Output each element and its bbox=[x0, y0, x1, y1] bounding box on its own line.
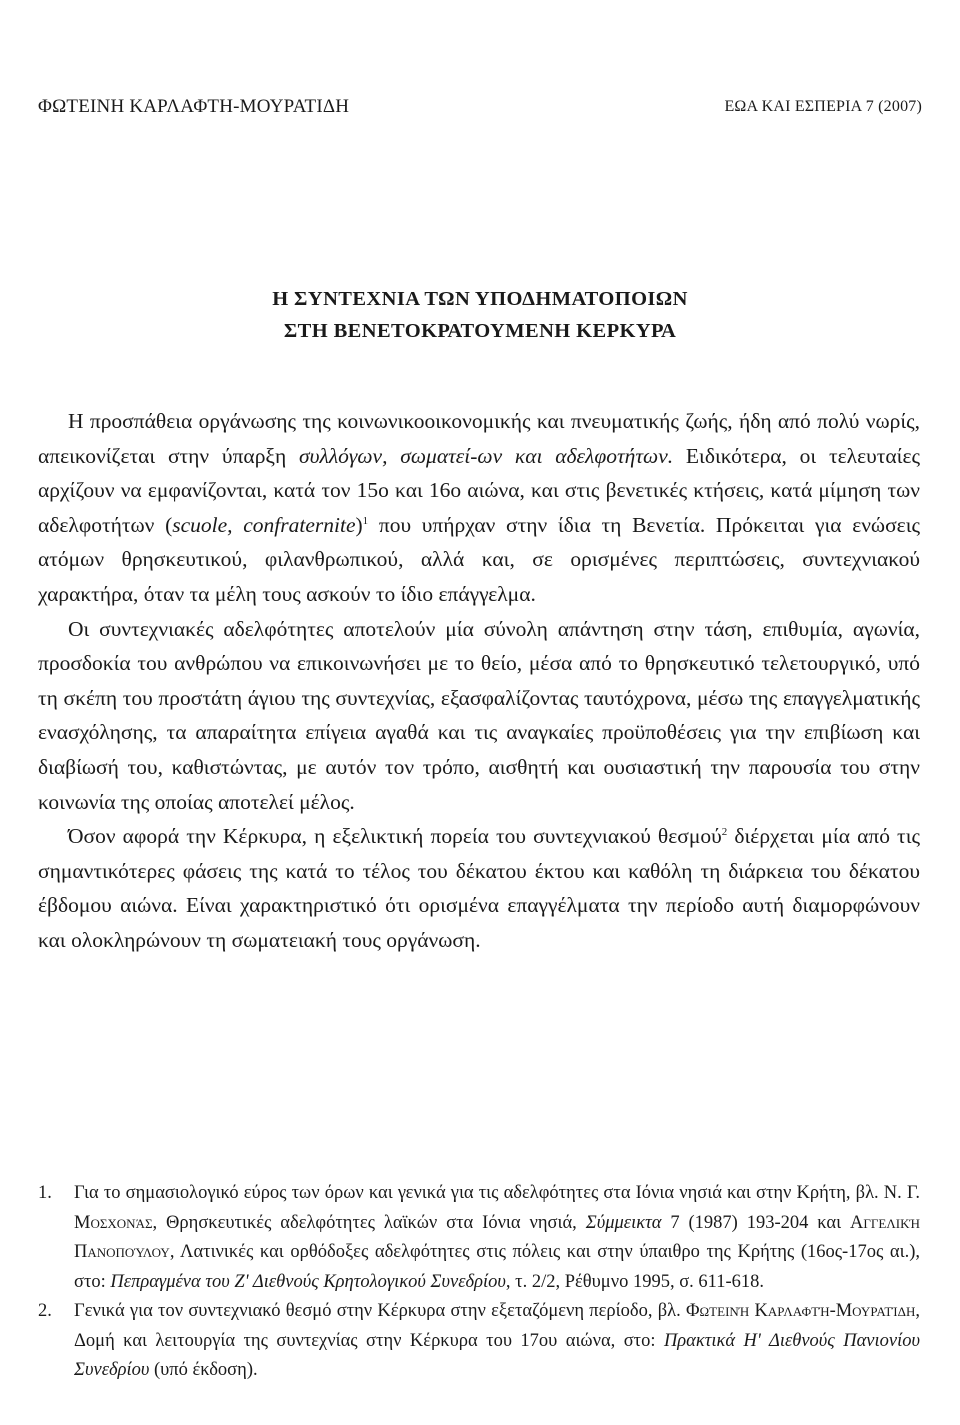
p1-text-f: που υπήρχαν στην ίδια τη Βενετία. Πρόκειται για ενώσεις ατόμων θρησκευτικού, φιλανθρωπικού, αλλά και, σε ορισμένες περιπτώσεις, συντεχνιακού χαρακτήρα, όταν τα μέλη τους ασκούν το ίδιο επάγγελμα. bbox=[38, 512, 921, 606]
p1-italic-terms: συλλόγων, σωματεί-ων και αδελφοτήτων. bbox=[299, 443, 674, 468]
footnote-ref-2[interactable]: 2 bbox=[721, 826, 728, 839]
footnote-ref-1[interactable]: 1 bbox=[362, 514, 369, 527]
author-header: ΦΩΤΕΙΝΗ ΚΑΡΛΑΦΤΗ-ΜΟΥΡΑΤΙΔΗ bbox=[38, 96, 350, 117]
fn1-author-2: Αγγελική Πανοπούλου bbox=[74, 1212, 920, 1262]
fn1-text-c: , Θρησκευτικές αδελφότητες λαϊκών στα Ιόνια νησιά, bbox=[152, 1212, 586, 1233]
paragraph-3 bbox=[38, 819, 920, 957]
fn1-journal: Σύμμεικτα bbox=[585, 1212, 662, 1233]
footnote-2 bbox=[38, 1297, 920, 1386]
article-title bbox=[0, 283, 960, 347]
fn2-text-e: (υπό έκδοση). bbox=[149, 1360, 258, 1380]
p1-italic-latin: scuole, confraternite bbox=[172, 512, 356, 537]
title-line-1: Η ΣΥΝΤΕΧΝΙΑ ΤΩΝ ΥΠΟΔΗΜΑΤΟΠΟΙΩΝ bbox=[272, 288, 688, 310]
fn2-text-c: , Δομή και λειτουργία της συντεχνίας στην Κέρκυρα του 17ου αιώνα, στο: bbox=[74, 1301, 920, 1351]
p1-text-c: Ειδικότερα, οι τελευταίες αρχίζουν να εμφανίζονται, κατά τον 15ο και 16ο αιώνα, και στις βενετικές κτήσεις, κατά μίμηση των αδελφοτήτων ( bbox=[38, 443, 921, 537]
p3-text-b: διέρχεται μία από τις σημαντικότερες φάσεις της κατά το τέλος του δέκατου έκτου και καθόλη τη διάρκεια του δέκατου έβδομου αιώνα. Είναι χαρακτηριστικό ότι ορισμένα επαγγέλματα την περίοδο αυτή διαμορφώνουν και ολοκληρώνουν τη σωματειακή τους οργάνωση. bbox=[38, 824, 920, 952]
fn1-text-a: Για το σημασιολογικό εύρος των όρων και γενικά για τις αδελφότητες στα Ιόνια νησιά και στην Κρήτη, βλ. Ν. Γ. bbox=[74, 1183, 920, 1203]
footnotes bbox=[38, 1179, 920, 1386]
p1-text-a: Η προσπάθεια οργάνωσης της κοινωνικοοικονομικής και πνευματικής ζωής, ήδη από πολύ νωρίς, απεικονίζεται στην ύπαρξη bbox=[38, 409, 920, 468]
fn1-author-1: Μοσχονάς bbox=[74, 1212, 153, 1233]
p3-text-a: Όσον αφορά την Κέρκυρα, η εξελικτική πορεία του συντεχνιακού θεσμού bbox=[68, 824, 722, 849]
fn1-proceedings: Πεπραγμένα του Ζ' Διεθνούς Κρητολογικού Συνεδρίου bbox=[110, 1271, 506, 1292]
footnote-1 bbox=[38, 1179, 920, 1297]
paragraph-2: Οι συντεχνιακές αδελφότητες αποτελούν μία σύνολη απάντηση στην τάση, επιθυμία, αγωνία, προσδοκία του ανθρώπου να επικοινωνήσει με το θείο, μέσα από το θρησκευτικό τελετουργικό, υπό τη σκέπη του προστάτη άγιου της συντεχνίας, εξασφαλίζοντας ταυτόχρονα, μέσω της επαγγελματικής ενασχόλησης, τα απαραίτητα επίγεια αγαθά και τις αναγκαίες προϋποθέσεις για την επιβίωση και διαβίωσή του, καθιστώντας, με αυτόν τον τρόπο, αισθητή και ουσιαστική την παρουσία του στην κοινωνία της οποίας αποτελεί μέλος. bbox=[38, 616, 920, 814]
fn1-text-e: 7 (1987) 193-204 και bbox=[661, 1212, 851, 1233]
footnote-number: 1. bbox=[38, 1183, 52, 1203]
article-body bbox=[38, 404, 920, 958]
fn2-text-a: Γενικά για τον συντεχνιακό θεσμό στην Κέρκυρα στην εξεταζόμενη περίοδο, βλ. bbox=[74, 1301, 686, 1321]
footnote-number: 2. bbox=[38, 1301, 52, 1321]
running-head bbox=[38, 96, 922, 120]
fn2-author: Φωτεινή Καρλαφτή-Μουρατίδη bbox=[686, 1301, 916, 1321]
fn1-text-i: , τ. 2/2, Ρέθυμνο 1995, σ. 611-618. bbox=[505, 1271, 765, 1292]
p1-text-e: ) bbox=[355, 512, 363, 537]
title-line-2: ΣΤΗ ΒΕΝΕΤΟΚΡΑΤΟΥΜΕΝΗ ΚΕΡΚΥΡΑ bbox=[283, 320, 677, 342]
journal-header: ΕΩΑ ΚΑΙ ΕΣΠΕΡΙΑ 7 (2007) bbox=[724, 98, 922, 115]
fn2-proceedings: Πρακτικά Η' Διεθνούς Πανιονίου Συνεδρίου bbox=[74, 1330, 920, 1380]
paragraph-1 bbox=[38, 404, 920, 612]
fn1-text-g: , Λατινικές και ορθόδοξες αδελφότητες στις πόλεις και στην ύπαιθρο της Κρήτης (16ος-17ος αι.), στο: bbox=[74, 1242, 920, 1292]
